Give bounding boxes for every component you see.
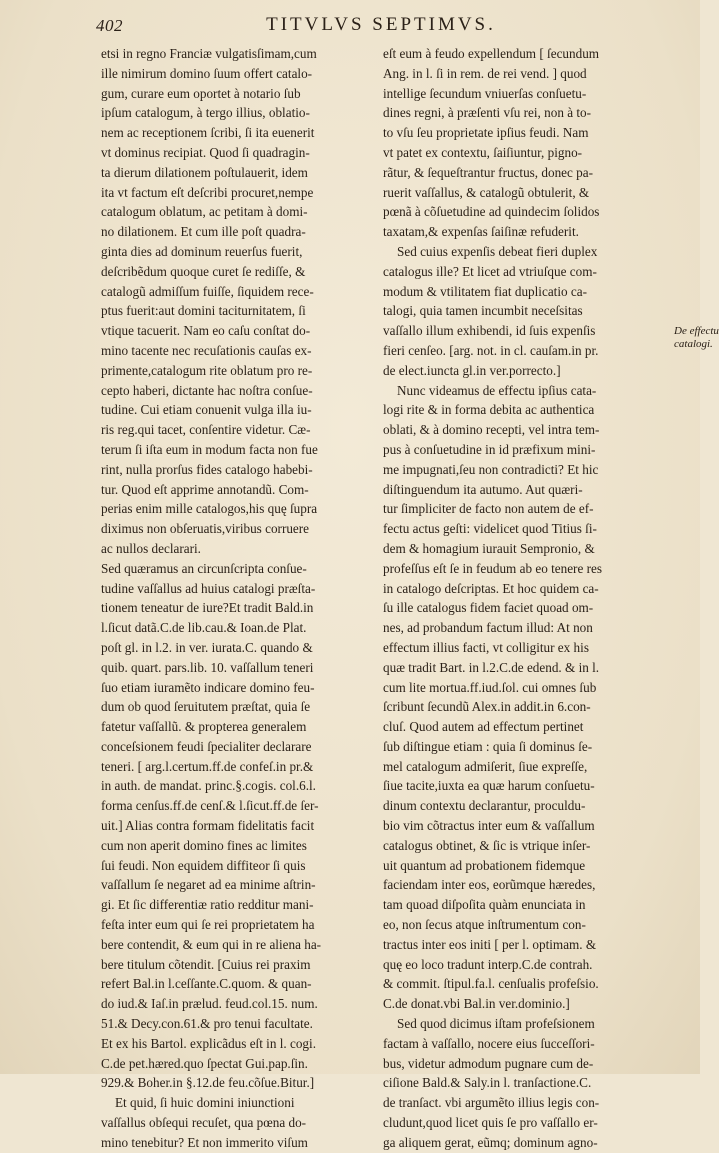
text-line: tam quoad diſpoſita quàm enunciata in (383, 897, 586, 913)
text-line: pœnã à cõſuetudine ad quindecim ſolidos (383, 204, 600, 220)
text-line: perias enim mille catalogos,his quę ſupra (101, 501, 318, 517)
text-line: 51.& Decy.con.61.& pro tenui facultate. (101, 1016, 313, 1032)
text-line: vt patet ex contextu, ſaiſiuntur, pigno- (383, 144, 583, 160)
text-line: vaſſallo illum exhibendi, id ſuis expenſis (383, 323, 596, 339)
text-line: me impugnati,ſeu non contradicti? Et hic (383, 461, 599, 477)
text-line: ginta dies ad dominum reuerſus fuerit, (101, 243, 303, 259)
text-line: forma cenſus.ff.de cenſ.& l.ſicut.ff.de ſer- (101, 798, 319, 814)
text-line: talogi, quia tamen incumbit neceſsitas (383, 303, 583, 319)
text-line: cum lite mortua.ff.iud.ſol. cui omnes ſub (383, 679, 597, 695)
text-line: de tranſact. vbi argumẽto illius legis con- (383, 1095, 600, 1111)
running-head: TITVLVS SEPTIMVS. (266, 14, 496, 35)
text-line: quę eo loco tradunt interp.C.de contrah. (383, 956, 593, 972)
text-line: tudine vaſſallus ad huius catalogi præſta- (101, 580, 316, 596)
text-line: terum ſi iſta eum in modum facta non fue (101, 441, 318, 457)
page-number: 402 (96, 16, 123, 35)
text-line: bio vim cõtractus inter eum & vaſſallum (383, 818, 595, 834)
text-line: fatetur vaſſallũ. & propterea generalem (101, 719, 307, 735)
text-line: pus à conſuetudine in id præfixum mini- (383, 441, 596, 457)
text-line: ille nimirum domino ſuum offert catalo- (101, 65, 313, 81)
text-line: fieri cenſeo. [arg. not. in cl. cauſam.in pr. (383, 342, 599, 358)
page-header (96, 14, 666, 40)
text-line: primente,catalogum rite oblatum pro re- (101, 362, 313, 378)
text-line: ſcribunt ſecundũ Alex.in addit.in 6.con- (383, 699, 591, 715)
text-line: ſui feudi. Non equidem diffiteor ſi quis (101, 857, 306, 873)
text-line: do iud.& Iaſ.in prælud. feud.col.15. num. (101, 996, 318, 1012)
text-line: Et quid, ſi huic domini iniunctioni (115, 1095, 295, 1111)
text-line: l.ſicut datã.C.de lib.cau.& Ioan.de Plat. (101, 620, 307, 636)
text-line: catalogus obtinet, & ſic is vtrique inſer- (383, 837, 591, 853)
text-line: faciendam inter eos, eorũmque hæredes, (383, 877, 596, 893)
margin-note-line: De effectu (674, 325, 719, 337)
text-line: cludunt,quod licet quis ſe pro vaſſallo er- (383, 1115, 598, 1131)
text-line: feſta inter eum qui ſe rei proprietatem ha (101, 917, 315, 933)
text-line: vaſſallus obſequi recuſet, qua pœna do- (101, 1115, 307, 1131)
text-line: ſuo etiam iuramẽto indicare domino feu- (101, 679, 315, 695)
text-line: cum non aperit domino fines ac limites (101, 837, 307, 853)
text-line: catalogum oblatum, ac petitam à domi- (101, 204, 308, 220)
text-line: uit.] Alias contra formam fidelitatis facit (101, 818, 315, 834)
text-line: gum, curare eum oportet à notario ſub (101, 85, 301, 101)
text-line: to vſu ſeu proprietate ipſius feudi. Nam (383, 125, 589, 141)
text-line: no dilationem. Et cum ille poſt quadra- (101, 224, 306, 240)
text-line: profeſſus eſt ſe in feudum ab eo tenere res (383, 560, 602, 576)
text-line: mino tenebitur? Et non immerito viſum (101, 1134, 308, 1150)
text-line: Et ex his Bartol. explicãdus eſt in l. cogi. (101, 1035, 316, 1051)
text-line: ac nullos declarari. (101, 540, 201, 556)
text-line: eſt eum à feudo expellendum [ ſecundum (383, 46, 600, 61)
text-line: deſcribẽdum quoque curet ſe rediſſe, & (101, 263, 306, 279)
margin-note (674, 325, 719, 351)
text-line: dum ob quod ſeruitutem præſtat, quia ſe (101, 699, 311, 715)
text-line: bus, videtur admodum pugnare cum de- (383, 1055, 594, 1071)
text-line: dines regni, à præſenti vſu rei, non à to- (383, 105, 592, 121)
text-line: ga aliquem gerat, eũmq; dominum agno- (383, 1134, 598, 1150)
text-line: tudine. Cui etiam conuenit vulga illa iu- (101, 402, 312, 418)
text-line: tractus inter eos initi [ per l. optimam. & (383, 936, 597, 952)
text-line: catalogũ admiſſum fuiſſe, ſiquidem rece- (101, 283, 314, 299)
text-line: taxatam,& expenſas ſaiſinæ refuderit. (383, 224, 579, 240)
text-line: fectu actus geſti: videlicet quod Titius ſi- (383, 521, 597, 537)
text-line: cluſ. Quod autem ad effectum pertinet (383, 719, 584, 735)
text-line: diximus non obſeruatis,viribus corruere (101, 521, 310, 537)
text-line: eo, non ſecus atque inſtrumentum con- (383, 917, 586, 933)
text-line: poſt gl. in l.2. in ver. iurata.C. quando & (101, 639, 313, 655)
text-line: logi rite & in forma debita ac authentica (383, 402, 595, 418)
text-line: nem ac receptionem ſcribi, ſi ita euenerit (101, 125, 315, 141)
text-line: Sed quod dicimus iſtam profeſsionem (397, 1016, 595, 1032)
text-line: refert Bal.in l.ceſſante.C.quom. & quan- (101, 976, 312, 992)
text-line: dem & homagium iurauit Sempronio, & (383, 540, 595, 556)
text-line: gi. Et ſic differentiæ ratio redditur mani- (101, 897, 314, 913)
text-line: ipſum catalogum, à tergo illius, oblatio- (101, 105, 310, 121)
text-line: vtique tacuerit. Nam eo caſu conſtat do- (101, 323, 311, 339)
text-line: rint, nulla prorſus fides catalogo habebi- (101, 461, 313, 477)
text-line: bere contendit, & eum qui in re aliena ha- (101, 936, 322, 952)
text-line: dinum contextu declarantur, proculdu- (383, 798, 586, 814)
text-line: 929.& Boher.in §.12.de feu.cõſue.Bitur.] (101, 1075, 315, 1091)
text-line: quæ tradit Bart. in l.2.C.de edend. & in l. (383, 659, 600, 675)
right-text-column (383, 44, 666, 1153)
text-line: Nunc videamus de effectu ipſius cata- (397, 382, 597, 398)
text-line: effectum illius facti, vt colligitur ex his (383, 639, 589, 655)
text-line: C.de donat.vbi Bal.in ver.dominio.] (383, 996, 570, 1012)
text-line: etsi in regno Franciæ vulgatisſimam,cum (101, 46, 317, 61)
text-line: catalogus ille? Et licet ad vtriuſque com- (383, 263, 597, 279)
text-line: nes, ad probandum factum illud: At non (383, 620, 593, 636)
text-line: bere titulum cõtendit. [Cuius rei praxim (101, 956, 311, 972)
text-line: vt dominus recipiat. Quod ſi quadragin- (101, 144, 310, 160)
text-line: Ang. in l. ſi in rem. de rei vend. ] quod (383, 65, 587, 81)
text-line: modum & vtilitatem fiat duplicatio ca- (383, 283, 587, 299)
text-line: conceſsionem feudi ſpecialiter declarare (101, 738, 312, 754)
text-line: intellige ſecundum vniuerſas conſuetu- (383, 85, 587, 101)
text-line: ſu ille catalogus fidem faciet quoad om- (383, 600, 594, 616)
text-line: quib. quart. pars.lib. 10. vaſſallum teneri (101, 659, 314, 675)
text-line: tur. Quod eſt apprime annotandũ. Com- (101, 481, 309, 497)
left-text-column (101, 44, 373, 1153)
text-line: ſub diſtingue etiam : quia ſi dominus ſe- (383, 738, 593, 754)
text-line: tionem teneatur de iure?Et tradit Bald.in (101, 600, 314, 616)
text-line: mino tacente nec recuſationis cauſas ex- (101, 342, 312, 358)
text-line: ptus fuerit:aut domini taciturnitatem, ſi (101, 303, 306, 319)
text-line: vaſſallum ſe negaret ad ea minime aſtrin- (101, 877, 316, 893)
text-line: in catalogo deſcriptas. Et hoc quidem ca- (383, 580, 599, 596)
margin-note-line: catalogi. (674, 338, 713, 350)
text-line: Sed cuius expenſis debeat fieri duplex (397, 243, 598, 259)
text-line: ris reg.qui tacet, conſentire videtur. Cæ- (101, 422, 311, 438)
text-line: factam à vaſſallo, nocere eius ſucceſſori- (383, 1035, 595, 1051)
text-line: ſiue tacite,iuxta ea quæ harum conſuetu- (383, 778, 595, 794)
text-line: oblati, & à domino recepti, vel intra tem- (383, 422, 600, 438)
text-line: uit quantum ad probationem fidemque (383, 857, 586, 873)
text-line: ta dierum dilationem poſtulauerit, idem (101, 164, 308, 180)
text-line: de elect.iuncta gl.in ver.porrecto.] (383, 362, 561, 378)
text-line: teneri. [ arg.l.certum.ff.de confeſ.in pr.& (101, 758, 314, 774)
text-line: tur ſimpliciter de facto non autem de ef- (383, 501, 594, 517)
text-line: & commit. ſtipul.fa.l. cenſualis profeſsio. (383, 976, 599, 992)
text-line: rãtur, & ſequeſtrantur fructus, donec pa- (383, 164, 594, 180)
text-line: mel catalogum admiſerit, ſiue expreſſe, (383, 758, 588, 774)
text-line: in auth. de mandat. princ.§.cogis. col.6.l. (101, 778, 316, 794)
text-line: Sed quæramus an circunſcripta conſue- (101, 560, 307, 576)
text-line: C.de pet.hæred.quo ſpectat Gui.pap.ſin. (101, 1055, 308, 1071)
text-line: cepto haberi, dictante hac noſtra conſue- (101, 382, 313, 398)
text-line: diſtinguendum ita autumo. Aut quæri- (383, 481, 583, 497)
text-line: ciſione Bald.& Saly.in l. tranſactione.C. (383, 1075, 592, 1091)
text-line: ruerit vaſſallus, & catalogũ obtulerit, & (383, 184, 590, 200)
text-line: ita vt factum eſt deſcribi procuret,nempe (101, 184, 314, 200)
